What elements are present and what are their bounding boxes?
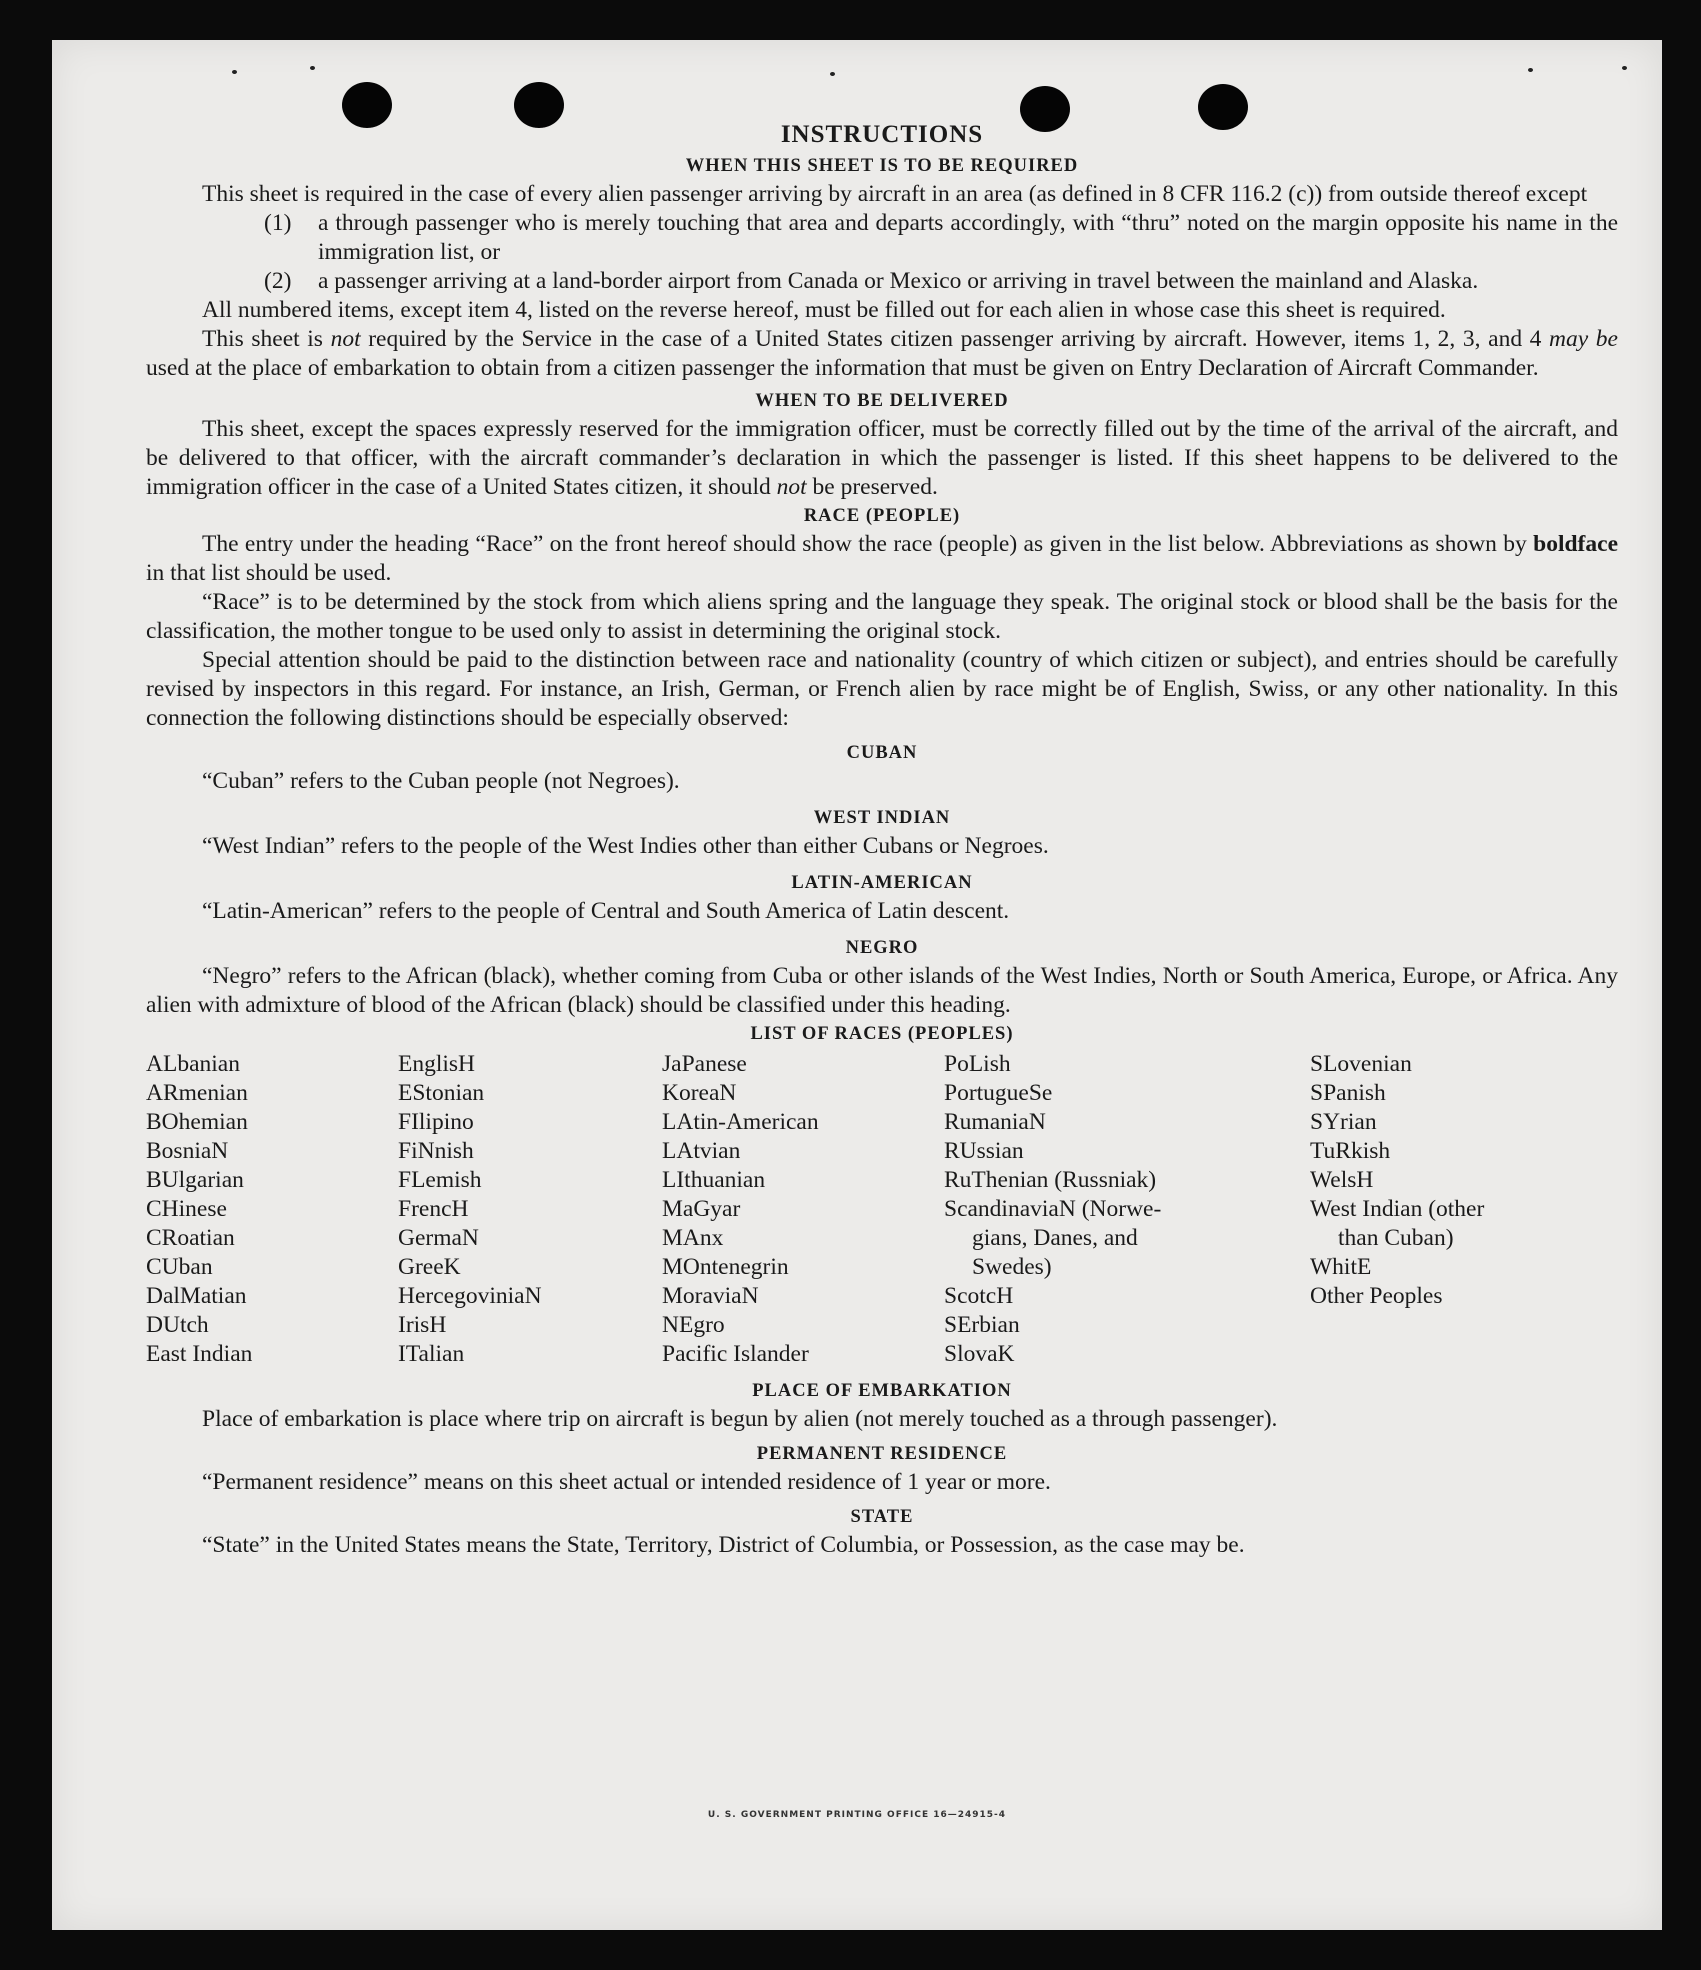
race-entry: MaGyar: [662, 1196, 741, 1222]
heading-delivered: WHEN TO BE DELIVERED: [755, 391, 1009, 411]
race-entry-continued: than Cuban): [1338, 1225, 1454, 1251]
race-column: [944, 1050, 1310, 1369]
race-column: [1310, 1050, 1610, 1369]
race-entry: NEgro: [662, 1312, 725, 1338]
speck: [830, 72, 835, 76]
race-entry: SPanish: [1310, 1080, 1386, 1106]
italic-text: may be: [1549, 326, 1618, 352]
race-entry: DUtch: [146, 1312, 209, 1338]
race-entry: FIlipino: [398, 1109, 474, 1135]
text-span: This sheet is: [202, 326, 331, 352]
paragraph: Place of embarkation is place where trip on aircraft is begun by alien (not merely touched as a through passenger).: [202, 1406, 1278, 1432]
race-entry: MOntenegrin: [662, 1254, 789, 1280]
heading-embarkation: PLACE OF EMBARKATION: [752, 1381, 1012, 1401]
race-entry: EStonian: [398, 1080, 485, 1106]
paragraph: “Negro” refers to the African (black), whether coming from Cuba or other islands of the West Indies, North or South America, Europe, or Africa. Any alien with admixture of blood of the African (black) should be classified under this heading.: [146, 963, 1618, 1018]
race-entry: SYrian: [1310, 1109, 1377, 1135]
paragraph: “West Indian” refers to the people of the West Indies other than either Cubans or Negroes.: [202, 833, 1049, 859]
heading-negro: NEGRO: [845, 938, 919, 958]
item-text: a through passenger who is merely touching that area and departs accordingly, with “thru” noted on the margin opposite his name in the immigration list, or: [318, 210, 1618, 265]
race-entry: EnglisH: [398, 1051, 476, 1077]
paragraph: This sheet is required in the case of every alien passenger arriving by aircraft in an area (as defined in 8 CFR 116.2 (c)) from outside thereof except: [202, 181, 1588, 207]
race-entry: West Indian (other: [1310, 1196, 1485, 1222]
race-entry: WhitE: [1310, 1254, 1372, 1280]
race-entry: East Indian: [146, 1341, 253, 1367]
race-entry: BOhemian: [146, 1109, 248, 1135]
race-entry: RUssian: [944, 1138, 1024, 1164]
race-entry-continued: gians, Danes, and: [972, 1225, 1138, 1251]
race-column: [662, 1050, 944, 1369]
paragraph: [146, 325, 1618, 383]
text-span: required by the Service in the case of a United States citizen passenger arriving by aircraft. However, items 1, 2, 3, and 4: [360, 326, 1550, 352]
paragraph: [146, 415, 1618, 502]
race-entry: LIthuanian: [662, 1167, 766, 1193]
heading-race: RACE (PEOPLE): [803, 506, 961, 526]
race-entry: Pacific Islander: [662, 1341, 809, 1367]
text-span: The entry under the heading “Race” on the front hereof should show the race (people) as given in the list below. Abbreviations as shown by: [202, 531, 1534, 557]
paragraph: “Cuban” refers to the Cuban people (not Negroes).: [202, 768, 680, 794]
italic-text: not: [776, 474, 807, 500]
heading-state: STATE: [850, 1507, 914, 1527]
paragraph: All numbered items, except item 4, listed on the reverse hereof, must be filled out for each alien in whose case this sheet is required.: [202, 297, 1446, 323]
race-entry: CRoatian: [146, 1225, 235, 1251]
text-span: This sheet, except the spaces expressly reserved for the immigration officer, must be correctly filled out by the time of the arrival of the aircraft, and be delivered to that officer, with the aircraft commander’s declaration in which the passenger is listed. If this sheet happens to be delivered to the immigration officer in the case of a United States citizen, it should: [146, 416, 1618, 500]
text-span: be preserved.: [806, 474, 938, 500]
race-entry: ScandinaviaN (Norwe-: [944, 1196, 1162, 1222]
race-entry: IrisH: [398, 1312, 447, 1338]
race-column: [398, 1050, 662, 1369]
speck: [1528, 68, 1533, 72]
race-entry: TuRkish: [1310, 1138, 1391, 1164]
race-entry: FiNnish: [398, 1138, 474, 1164]
race-entry: HercegoviniaN: [398, 1283, 542, 1309]
race-list: [146, 1050, 1618, 1369]
printer-imprint: U. S. GOVERNMENT PRINTING OFFICE 16—24915-4: [707, 1810, 1007, 1820]
text-span: in that list should be used.: [146, 560, 392, 586]
race-entry: CUban: [146, 1254, 213, 1280]
race-entry: GermaN: [398, 1225, 479, 1251]
heading-cuban: CUBAN: [846, 743, 918, 763]
paragraph: “State” in the United States means the State, Territory, District of Columbia, or Possession, as the case may be.: [202, 1532, 1245, 1558]
race-entry: SErbian: [944, 1312, 1020, 1338]
race-entry: JaPanese: [662, 1051, 747, 1077]
item-number: (1): [264, 210, 292, 236]
heading-permanent-residence: PERMANENT RESIDENCE: [756, 1444, 1008, 1464]
heading-list-of-races: LIST OF RACES (PEOPLES): [750, 1024, 1014, 1044]
race-entry: GreeK: [398, 1254, 461, 1280]
race-entry: BUlgarian: [146, 1167, 244, 1193]
race-entry: WelsH: [1310, 1167, 1374, 1193]
item-text: a passenger arriving at a land-border airport from Canada or Mexico or arriving in travel between the mainland and Alaska.: [318, 268, 1479, 294]
item-number: (2): [264, 268, 292, 294]
race-entry: ALbanian: [146, 1051, 240, 1077]
race-entry: RuThenian (Russniak): [944, 1167, 1157, 1193]
heading-latin-american: LATIN-AMERICAN: [791, 873, 973, 893]
heading-west-indian: WEST INDIAN: [813, 808, 951, 828]
speck: [310, 66, 315, 70]
race-entry: LAtin-American: [662, 1109, 819, 1135]
race-entry: BosniaN: [146, 1138, 229, 1164]
heading-required: WHEN THIS SHEET IS TO BE REQUIRED: [685, 156, 1079, 176]
race-entry: CHinese: [146, 1196, 227, 1222]
race-entry: ARmenian: [146, 1080, 248, 1106]
instructions-body: [146, 118, 1618, 1560]
race-entry: MAnx: [662, 1225, 724, 1251]
race-entry: SlovaK: [944, 1341, 1015, 1367]
race-entry: PortugueSe: [944, 1080, 1053, 1106]
list-item: [264, 267, 1618, 296]
race-column: [146, 1050, 398, 1369]
text-span: used at the place of embarkation to obtain from a citizen passenger the information that must be given on Entry Declaration of Aircraft Commander.: [146, 355, 1539, 381]
speck: [1622, 66, 1627, 70]
race-entry: FrencH: [398, 1196, 469, 1222]
race-entry: KoreaN: [662, 1080, 737, 1106]
paragraph: [146, 530, 1618, 588]
race-entry: MoraviaN: [662, 1283, 759, 1309]
race-entry: DalMatian: [146, 1283, 247, 1309]
paragraph: Special attention should be paid to the distinction between race and nationality (country of which citizen or subject), and entries should be carefully revised by inspectors in this regard. For instance, an Irish, German, or French alien by race might be of English, Swiss, or any other nationality. In this connection the following distinctions should be especially observed:: [146, 647, 1618, 731]
race-entry: PoLish: [944, 1051, 1011, 1077]
race-entry-continued: Swedes): [972, 1254, 1052, 1280]
italic-text: not: [330, 326, 361, 352]
paragraph: “Permanent residence” means on this sheet actual or intended residence of 1 year or more.: [202, 1469, 1051, 1495]
race-entry: RumaniaN: [944, 1109, 1046, 1135]
document-page: [52, 40, 1662, 1930]
race-entry: ITalian: [398, 1341, 465, 1367]
list-item: [264, 209, 1618, 267]
paragraph: “Race” is to be determined by the stock from which aliens spring and the language they speak. The original stock or blood shall be the basis for the classification, the mother tongue to be used only to assist in determining the original stock.: [146, 589, 1618, 644]
bold-text: boldface: [1533, 531, 1618, 557]
race-entry: FLemish: [398, 1167, 482, 1193]
race-entry: SLovenian: [1310, 1051, 1412, 1077]
speck: [232, 70, 237, 74]
race-entry: Other Peoples: [1310, 1283, 1443, 1309]
page-title: INSTRUCTIONS: [780, 121, 984, 148]
race-entry: LAtvian: [662, 1138, 741, 1164]
race-entry: ScotcH: [944, 1283, 1014, 1309]
paragraph: “Latin-American” refers to the people of Central and South America of Latin descent.: [202, 898, 1010, 924]
